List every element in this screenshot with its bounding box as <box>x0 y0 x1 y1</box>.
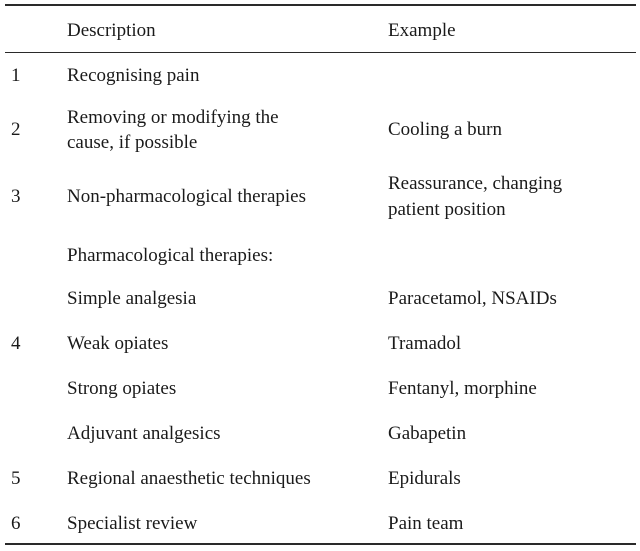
header-description: Description <box>67 20 156 41</box>
row-description: Adjuvant analgesics <box>67 423 221 444</box>
row-example: Cooling a burn <box>388 119 502 140</box>
row-description: Specialist review <box>67 513 198 534</box>
row-example: Epidurals <box>388 468 461 489</box>
row-example: Tramadol <box>388 333 462 354</box>
row-description-line2: cause, if possible <box>67 132 198 153</box>
row-description: Non-pharmacological therapies <box>67 186 306 207</box>
row-number: 3 <box>11 186 21 207</box>
row-example: Pain team <box>388 513 464 534</box>
row-example: Gabapetin <box>388 423 467 444</box>
row-number: 4 <box>11 333 21 354</box>
row-example: Fentanyl, morphine <box>388 378 537 399</box>
row-description: Weak opiates <box>67 333 169 354</box>
row-description: Removing or modifying the <box>67 107 279 128</box>
row-number: 1 <box>11 65 21 86</box>
row-number: 5 <box>11 468 21 489</box>
row-example-line2: patient position <box>388 199 506 220</box>
row-description: Simple analgesia <box>67 288 197 309</box>
table-header-rule <box>5 52 636 53</box>
row-number: 6 <box>11 513 21 534</box>
row-description: Regional anaesthetic techniques <box>67 468 311 489</box>
table-top-rule <box>5 4 636 6</box>
header-example: Example <box>388 20 456 41</box>
row-example: Paracetamol, NSAIDs <box>388 288 557 309</box>
table-bottom-rule <box>5 543 636 545</box>
row-number: 2 <box>11 119 21 140</box>
row-description: Recognising pain <box>67 65 200 86</box>
row-example: Reassurance, changing <box>388 173 563 194</box>
row-description: Pharmacological therapies: <box>67 245 274 266</box>
row-description: Strong opiates <box>67 378 177 399</box>
